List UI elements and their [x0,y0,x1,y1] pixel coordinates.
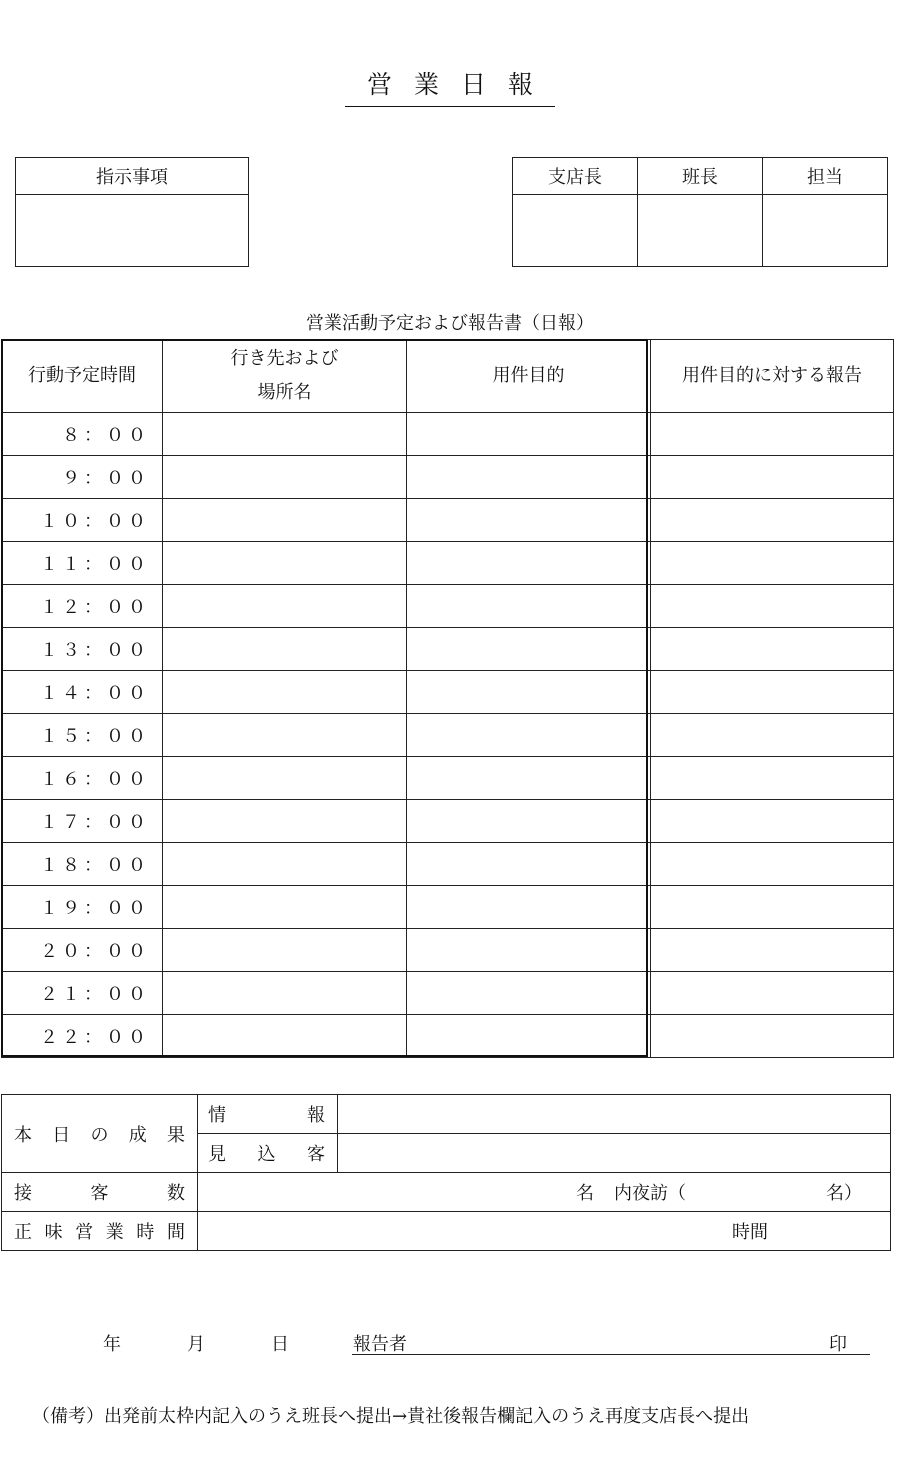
info-field[interactable] [338,1095,891,1134]
report-field[interactable] [651,542,894,585]
customers-label [2,1179,197,1205]
today-results-label [2,1121,197,1147]
approval-stamp-team-leader[interactable] [638,195,763,267]
table-row [2,671,894,714]
destination-field[interactable] [163,843,407,886]
destination-field[interactable] [163,929,407,972]
label-char: 込 [257,1144,276,1165]
customers-field[interactable] [198,1173,891,1212]
purpose-field[interactable] [407,671,651,714]
header-destination-line2: 場所名 [257,382,312,403]
purpose-field[interactable] [407,1015,651,1058]
instructions-box [15,157,249,267]
purpose-field[interactable] [407,929,651,972]
label-char: 果 [167,1124,185,1146]
destination-field[interactable] [163,800,407,843]
purpose-field[interactable] [407,714,651,757]
purpose-field[interactable] [407,456,651,499]
purpose-field[interactable] [407,843,651,886]
remarks-note: （備考）出発前太枠内記入のうえ班長へ提出→貴社後報告欄記入のうえ再度支店長へ提出 [32,1406,750,1427]
table-row [2,800,894,843]
table-row [2,843,894,886]
table-row [2,1173,891,1212]
customers-value-row [198,1179,890,1205]
header-destination-line1: 行き先および [230,348,339,369]
table-row [2,1095,891,1134]
label-char: 日 [52,1124,71,1146]
time-cell: ９：００ [2,456,163,499]
report-field[interactable] [651,585,894,628]
table-row [2,886,894,929]
table-row [2,714,894,757]
report-field[interactable] [651,929,894,972]
approval-stamp-box [512,157,888,267]
label-char: 正 [14,1222,32,1243]
report-field[interactable] [651,671,894,714]
label-char: 数 [167,1183,185,1204]
time-cell: １７：００ [2,800,163,843]
night-visits-unit: 名） [826,1183,862,1204]
table-row [2,456,894,499]
results-table [1,1094,891,1251]
schedule-table [1,339,894,1058]
purpose-field[interactable] [407,800,651,843]
report-field[interactable] [651,499,894,542]
header-destination [163,340,407,413]
report-field[interactable] [651,456,894,499]
label-char: 客 [307,1144,325,1165]
destination-field[interactable] [163,972,407,1015]
label-char: 見 [208,1144,226,1165]
instructions-field[interactable] [16,195,249,267]
approval-header-team-leader: 班長 [638,158,763,195]
approval-header-person-in-charge: 担当 [763,158,888,195]
purpose-field[interactable] [407,886,651,929]
reporter-label: 報告者 [353,1334,407,1355]
label-char: 客 [90,1183,109,1204]
time-cell: １５：００ [2,714,163,757]
time-cell: １２：００ [2,585,163,628]
approval-stamp-branch-manager[interactable] [513,195,638,267]
info-label-cell [198,1095,338,1134]
today-results-label-cell [2,1095,198,1173]
destination-field[interactable] [163,628,407,671]
table-row [2,542,894,585]
label-char: の [90,1124,109,1146]
hours-unit: 時間 [732,1222,768,1243]
net-hours-field[interactable] [198,1212,891,1251]
destination-field[interactable] [163,456,407,499]
destination-field[interactable] [163,671,407,714]
report-field[interactable] [651,757,894,800]
page-title: 営業日報 [345,68,555,107]
table-row [2,757,894,800]
purpose-field[interactable] [407,972,651,1015]
time-cell: １０：００ [2,499,163,542]
prospect-field[interactable] [338,1134,891,1173]
destination-field[interactable] [163,1015,407,1058]
label-char: 味 [44,1222,63,1243]
time-cell: ２１：００ [2,972,163,1015]
report-field[interactable] [651,628,894,671]
customers-label-cell [2,1173,198,1212]
schedule-header-row [2,340,894,413]
time-cell: １９：００ [2,886,163,929]
table-row [2,413,894,456]
report-field[interactable] [651,972,894,1015]
destination-field[interactable] [163,542,407,585]
customers-unit: 名 [576,1183,594,1204]
header-time: 行動予定時間 [2,340,163,413]
report-field[interactable] [651,886,894,929]
table-row [2,972,894,1015]
destination-field[interactable] [163,757,407,800]
time-cell: １４：００ [2,671,163,714]
table-row [2,1212,891,1251]
label-char: 本 [14,1124,32,1146]
hours-label-cell [2,1212,198,1251]
report-field[interactable] [651,413,894,456]
label-char: 時 [136,1222,155,1243]
purpose-field[interactable] [407,757,651,800]
label-char: 成 [128,1124,147,1146]
approval-stamp-person-in-charge[interactable] [763,195,888,267]
label-char: 接 [14,1183,32,1204]
label-char: 営 [75,1222,94,1243]
header-purpose: 用件目的 [407,340,651,413]
destination-field[interactable] [163,499,407,542]
approval-header-branch-manager: 支店長 [513,158,638,195]
destination-field[interactable] [163,585,407,628]
time-cell: ２０：００ [2,929,163,972]
time-cell: ８：００ [2,413,163,456]
report-field[interactable] [651,843,894,886]
instructions-label: 指示事項 [16,158,249,195]
purpose-field[interactable] [407,628,651,671]
year-label: 年 [103,1334,121,1355]
report-field[interactable] [651,800,894,843]
month-label: 月 [187,1334,205,1355]
prospect-label-cell [198,1134,338,1173]
destination-field[interactable] [163,714,407,757]
destination-field[interactable] [163,886,407,929]
net-hours-label [2,1218,197,1244]
table-row [2,628,894,671]
report-field[interactable] [651,714,894,757]
schedule-title: 営業活動予定および報告書（日報） [306,313,594,334]
table-row [2,1015,894,1058]
info-label [198,1101,337,1127]
label-char: 報 [307,1105,325,1126]
label-char: 業 [105,1222,124,1243]
time-cell: １３：００ [2,628,163,671]
header-report: 用件目的に対する報告 [651,340,894,413]
time-cell: １８：００ [2,843,163,886]
time-cell: １１：００ [2,542,163,585]
night-visits-label: 内夜訪（ [614,1183,686,1204]
label-char: 間 [166,1222,185,1243]
time-cell: ２２：００ [2,1015,163,1058]
day-label: 日 [271,1334,289,1355]
label-char: 情 [208,1105,226,1126]
table-row [2,929,894,972]
report-field[interactable] [651,1015,894,1058]
purpose-field[interactable] [407,413,651,456]
table-row [2,499,894,542]
time-cell: １６：００ [2,757,163,800]
page-title-wrap [0,68,900,107]
purpose-field[interactable] [407,499,651,542]
signature-line[interactable] [352,1354,870,1355]
seal-label: 印 [829,1334,847,1355]
table-row [2,585,894,628]
prospect-label [198,1140,337,1166]
purpose-field[interactable] [407,585,651,628]
destination-field[interactable] [163,413,407,456]
purpose-field[interactable] [407,542,651,585]
